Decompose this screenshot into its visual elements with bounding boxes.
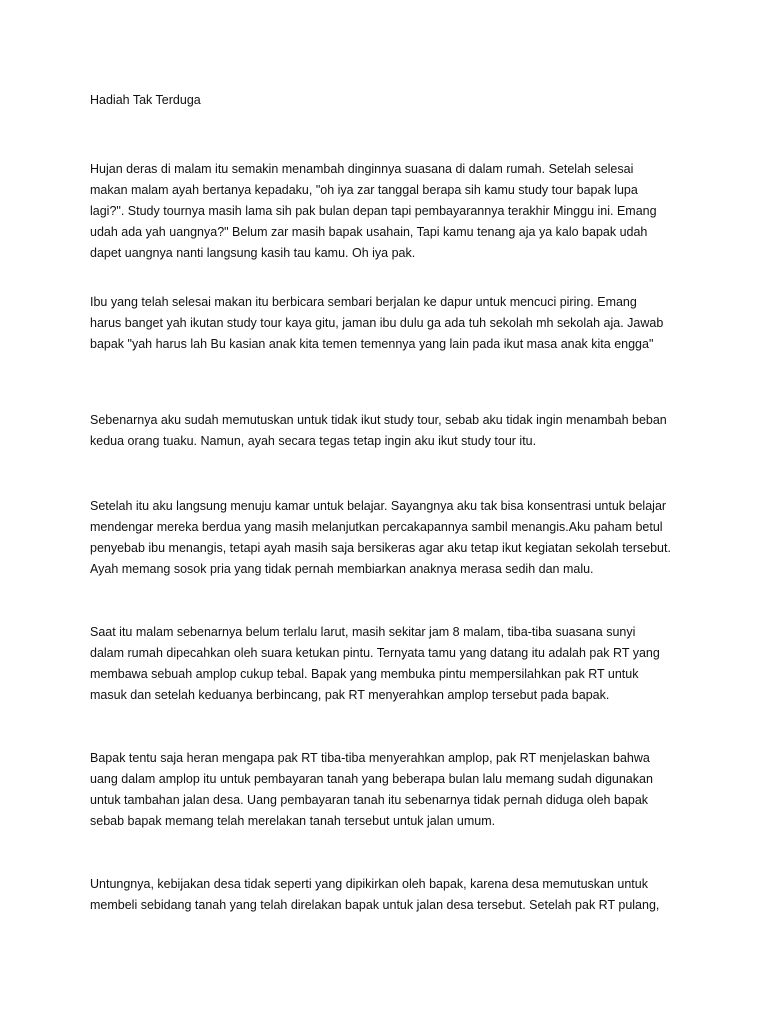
text-line: Bapak tentu saja heran mengapa pak RT tiba-tiba menyerahkan amplop, pak RT menjelaskan bahwa: [90, 751, 650, 765]
text-line: udah ada yah uangnya?" Belum zar masih bapak usahain, Tapi kamu tenang aja ya kalo bapak udah: [90, 225, 648, 239]
text-line: Untungnya, kebijakan desa tidak seperti yang dipikirkan oleh bapak, karena desa memutuskan untuk: [90, 877, 648, 891]
text-line: mendengar mereka berdua yang masih melanjutkan percakapannya sambil menangis.Aku paham betul: [90, 520, 663, 534]
text-line: lagi?". Study tournya masih lama sih pak bulan depan tapi pembayarannya terakhir Minggu ini. Emang: [90, 204, 657, 218]
paragraph-7: [90, 874, 690, 916]
text-line: dapet uangnya nanti langsung kasih tau kamu. Oh iya pak.: [90, 246, 416, 260]
text-line: dalam rumah dipecahkan oleh suara ketukan pintu. Ternyata tamu yang datang itu adalah pak RT yang: [90, 646, 660, 660]
text-line: Setelah itu aku langsung menuju kamar untuk belajar. Sayangnya aku tak bisa konsentrasi untuk belajar: [90, 499, 667, 513]
text-line: bapak "yah harus lah Bu kasian anak kita temen temennya yang lain pada ikut masa anak kita engga": [90, 337, 654, 351]
text-line: untuk tambahan jalan desa. Uang pembayaran tanah itu sebenarnya tidak pernah diduga oleh bapak: [90, 793, 649, 807]
text-line: masuk dan setelah keduanya berbincang, pak RT menyerahkan amplop tersebut pada bapak.: [90, 688, 610, 702]
document-title: Hadiah Tak Terduga: [90, 93, 201, 107]
text-line: harus banget yah ikutan study tour kaya gitu, jaman ibu dulu ga ada tuh sekolah mh sekolah aja. Jawab: [90, 316, 664, 330]
paragraph-6: [90, 748, 690, 832]
text-line: Ibu yang telah selesai makan itu berbicara sembari berjalan ke dapur untuk mencuci piring. Emang: [90, 295, 637, 309]
paragraph-3: [90, 410, 690, 452]
text-line: Ayah memang sosok pria yang tidak pernah membiarkan anaknya merasa sedih dan malu.: [90, 562, 594, 576]
paragraph-2: [90, 292, 690, 355]
text-line: Sebenarnya aku sudah memutuskan untuk tidak ikut study tour, sebab aku tidak ingin menambah beban: [90, 413, 667, 427]
text-line: makan malam ayah bertanya kepadaku, "oh iya zar tanggal berapa sih kamu study tour bapak lupa: [90, 183, 638, 197]
paragraph-5: [90, 622, 690, 706]
paragraph-4: [90, 496, 690, 580]
text-line: membawa sebuah amplop cukup tebal. Bapak yang membuka pintu mempersilahkan pak RT untuk: [90, 667, 639, 681]
text-line: sebab bapak memang telah merelakan tanah tersebut untuk jalan umum.: [90, 814, 496, 828]
text-line: penyebab ibu menangis, tetapi ayah masih saja bersikeras agar aku tetap ikut kegiatan sekolah tersebut.: [90, 541, 671, 555]
text-line: Saat itu malam sebenarnya belum terlalu larut, masih sekitar jam 8 malam, tiba-tiba suasana sunyi: [90, 625, 636, 639]
text-line: kedua orang tuaku. Namun, ayah secara tegas tetap ingin aku ikut study tour itu.: [90, 434, 537, 448]
text-line: membeli sebidang tanah yang telah direlakan bapak untuk jalan desa tersebut. Setelah pak RT pulang,: [90, 898, 660, 912]
text-line: uang dalam amplop itu untuk pembayaran tanah yang beberapa bulan lalu memang sudah digunakan: [90, 772, 653, 786]
text-line: Hujan deras di malam itu semakin menambah dinginnya suasana di dalam rumah. Setelah selesai: [90, 162, 634, 176]
paragraph-1: [90, 159, 690, 264]
